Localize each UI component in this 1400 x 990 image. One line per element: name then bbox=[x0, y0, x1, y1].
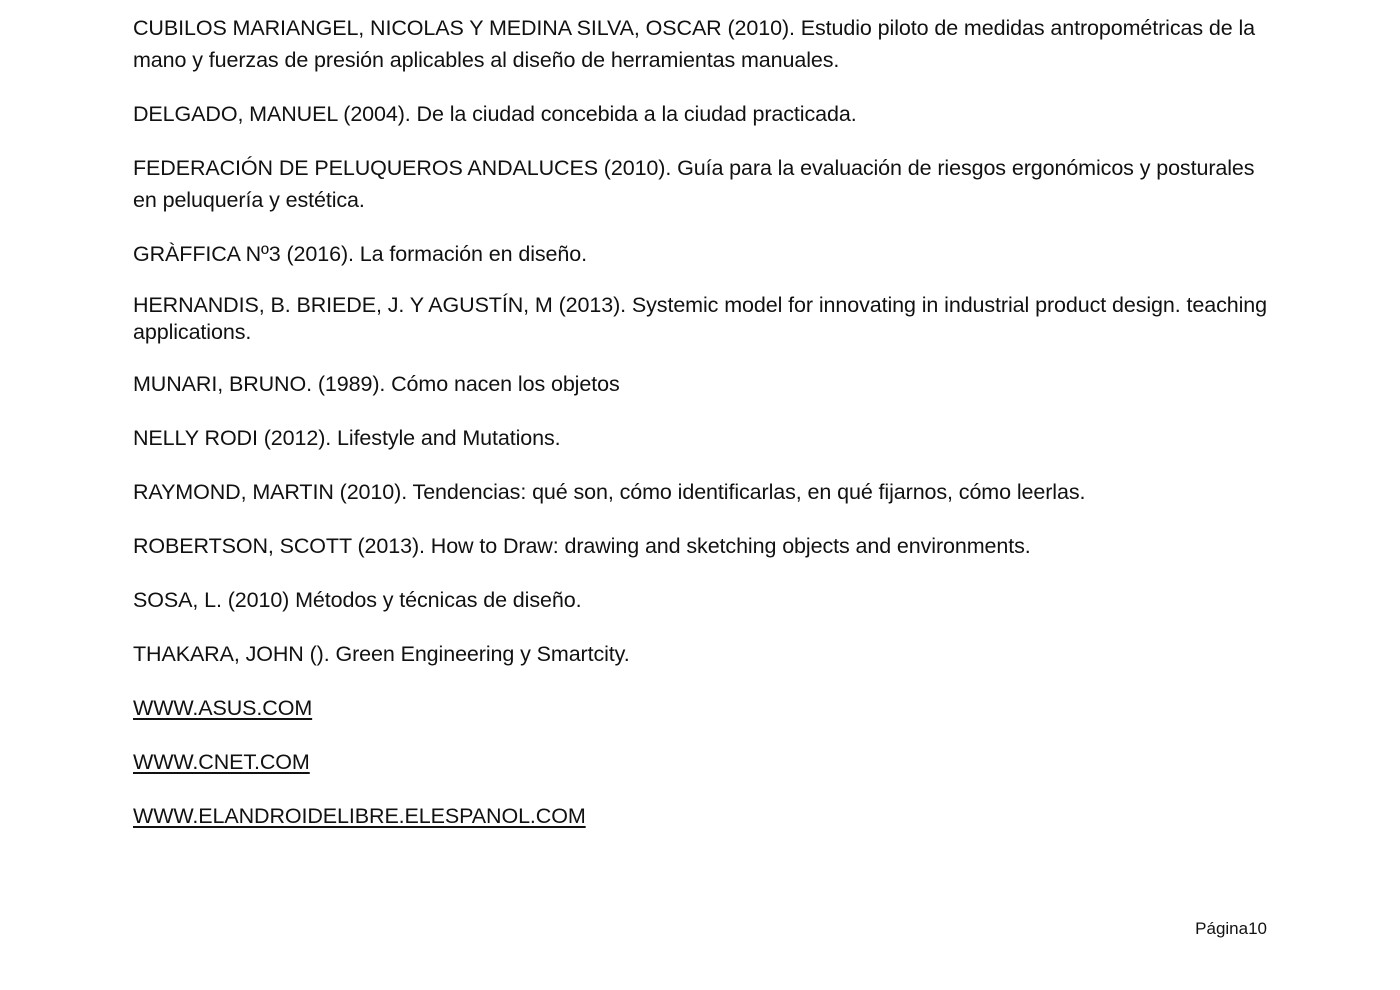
reference-entry: THAKARA, JOHN (). Green Engineering y Smartcity. bbox=[133, 642, 630, 666]
reference-entry: SOSA, L. (2010) Métodos y técnicas de diseño. bbox=[133, 588, 582, 612]
reference-link-cnet[interactable]: WWW.CNET.COM bbox=[133, 750, 310, 774]
reference-entry: MUNARI, BRUNO. (1989). Cómo nacen los objetos bbox=[133, 372, 620, 396]
reference-entry: HERNANDIS, B. BRIEDE, J. Y AGUSTÍN, M (2013). Systemic model for innovating in industrial product design. teaching applications. bbox=[133, 293, 1267, 344]
reference-entry: FEDERACIÓN DE PELUQUEROS ANDALUCES (2010). Guía para la evaluación de riesgos ergonómicos y posturales en peluquería y estética. bbox=[133, 156, 1255, 212]
bibliography-list bbox=[133, 12, 1267, 854]
reference-entry: NELLY RODI (2012). Lifestyle and Mutations. bbox=[133, 426, 561, 450]
reference-entry: GRÀFFICA Nº3 (2016). La formación en diseño. bbox=[133, 242, 587, 266]
reference-entry: DELGADO, MANUEL (2004). De la ciudad concebida a la ciudad practicada. bbox=[133, 102, 857, 126]
reference-link-elandroidelibre[interactable]: WWW.ELANDROIDELIBRE.ELESPANOL.COM bbox=[133, 804, 586, 828]
reference-entry: RAYMOND, MARTIN (2010). Tendencias: qué son, cómo identificarlas, en qué fijarnos, cómo leerlas. bbox=[133, 480, 1086, 504]
reference-entry: CUBILOS MARIANGEL, NICOLAS Y MEDINA SILVA, OSCAR (2010). Estudio piloto de medidas antropométricas de la mano y fuerzas de presión aplicables al diseño de herramientas manuales. bbox=[133, 16, 1256, 72]
page-number: Página10 bbox=[1195, 919, 1267, 938]
reference-link-asus[interactable]: WWW.ASUS.COM bbox=[133, 696, 313, 720]
reference-entry: ROBERTSON, SCOTT (2013). How to Draw: drawing and sketching objects and environments. bbox=[133, 534, 1031, 558]
